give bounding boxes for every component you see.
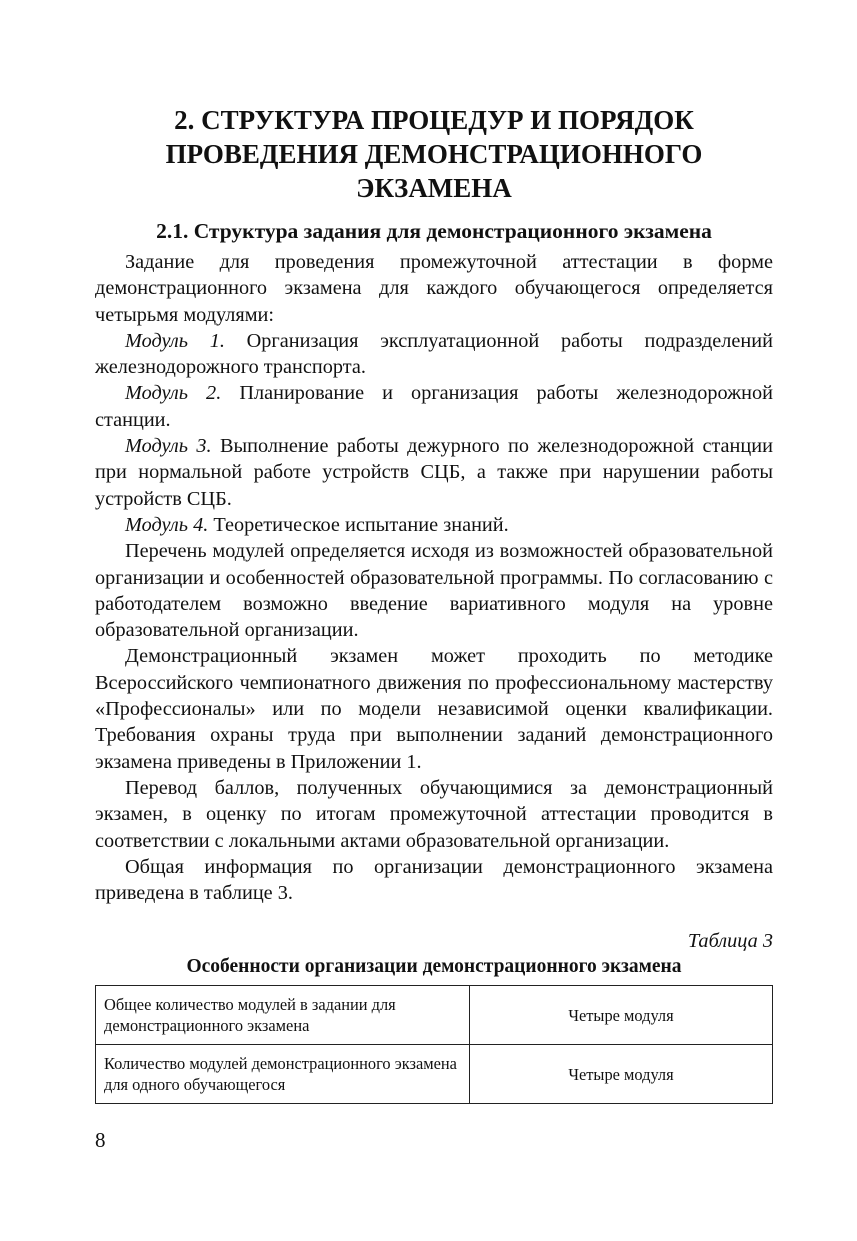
body-paragraph: Перечень модулей определяется исходя из возможностей образовательной организации и особенностей образовательной программы. По согласованию с работодателем возможно введение вариативного модуля на уровне образовательной организации.	[95, 540, 773, 642]
intro-paragraph: Задание для проведения промежуточной аттестации в форме демонстрационного экзамена для каждого обучающегося определяется четырьмя модулями:	[95, 251, 773, 326]
table-cell-label: Количество модулей демонстрационного экзамена для одного обучающегося	[96, 1045, 470, 1104]
table-cell-value: Четыре модуля	[470, 986, 773, 1045]
module-paragraph	[95, 512, 773, 538]
module-text: Планирование и организация работы железнодорожной станции.	[95, 382, 773, 431]
module-paragraph	[95, 433, 773, 512]
table-row	[96, 986, 773, 1045]
body-paragraph: Демонстрационный экзамен может проходить по методике Всероссийского чемпионатного движения по профессиональному мастерству «Профессионалы» или по модели независимой оценки квалификации. Требования охраны труда при выполнении заданий демонстрационного экзамена приведены в Приложении 1.	[95, 645, 773, 773]
module-paragraph	[95, 380, 773, 433]
module-label: Модуль 4.	[125, 513, 209, 536]
body-paragraph: Общая информация по организации демонстрационного экзамена приведена в таблице 3.	[95, 855, 773, 905]
chapter-heading-line: 2. СТРУКТУРА ПРОЦЕДУР И ПОРЯДОК	[174, 105, 694, 135]
page-number: 8	[95, 1128, 106, 1152]
table-cell-label: Общее количество модулей в задании для демонстрационного экзамена	[96, 986, 470, 1045]
info-table	[95, 985, 773, 1104]
section-heading: 2.1. Структура задания для демонстрационного экзамена	[156, 219, 712, 243]
document-page	[95, 0, 773, 1104]
table-row	[96, 1045, 773, 1104]
module-text: Организация эксплуатационной работы подразделений железнодорожного транспорта.	[95, 329, 773, 379]
module-label: Модуль 2.	[125, 382, 222, 405]
module-label: Модуль 3.	[125, 435, 212, 458]
table-title: Особенности организации демонстрационного экзамена	[186, 956, 682, 978]
table-caption: Таблица 3	[687, 930, 773, 953]
module-label: Модуль 1.	[125, 329, 225, 352]
module-text: Теоретическое испытание знаний.	[208, 513, 509, 536]
chapter-heading-line: ЭКЗАМЕНА	[356, 173, 512, 203]
chapter-heading-line: ПРОВЕДЕНИЯ ДЕМОНСТРАЦИОННОГО	[165, 139, 703, 169]
table-cell-value: Четыре модуля	[470, 1045, 773, 1104]
module-paragraph	[95, 328, 773, 381]
body-paragraph: Перевод баллов, полученных обучающимися за демонстрационный экзамен, в оценку по итогам промежуточной аттестации проводится в соответствии с локальными актами образовательной организации.	[95, 776, 773, 852]
module-text: Выполнение работы дежурного по железнодорожной станции при нормальной работе устройств СЦБ, а также при нарушении работы устройств СЦБ.	[95, 435, 773, 510]
chapter-heading	[95, 103, 773, 205]
